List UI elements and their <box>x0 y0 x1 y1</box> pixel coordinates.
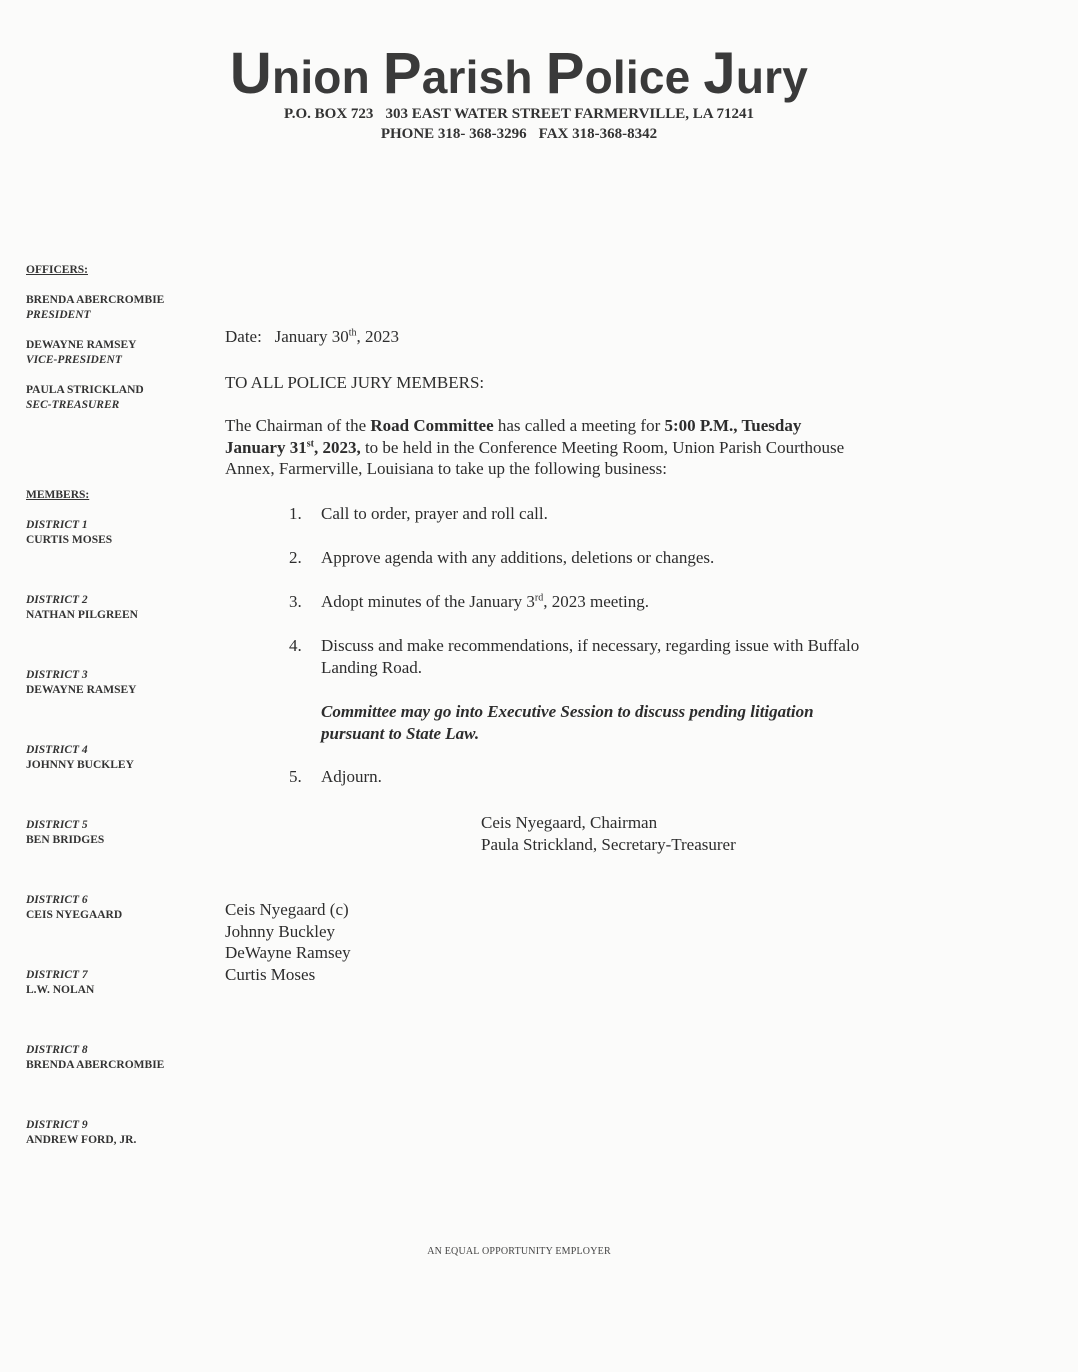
committee-list <box>225 899 351 985</box>
committee-member: Johnny Buckley <box>225 921 336 941</box>
officer-entry: PAULA STRICKLAND SEC-TREASURER <box>26 384 144 411</box>
committee-member: Ceis Nyegaard (c) <box>225 900 349 919</box>
footer-equal-opportunity: AN EQUAL OPPORTUNITY EMPLOYER <box>427 1246 611 1257</box>
member-entry: DISTRICT 6 CEIS NYEGAARD <box>26 894 123 921</box>
executive-session-note: Committee may go into Executive Session to discuss pending litigation pursuant to State Law. <box>321 702 814 743</box>
officer-entry: BRENDA ABERCROMBIE PRESIDENT <box>26 294 165 321</box>
members-header: MEMBERS: <box>26 489 90 501</box>
letter-date: Date: January 30th, 2023 <box>225 327 399 346</box>
committee-member: Curtis Moses <box>225 964 316 984</box>
letterhead-title: Union Parish Police Jury <box>229 41 809 106</box>
signature-block: Ceis Nyegaard, Chairman Paula Strickland, Secretary-Treasurer <box>481 813 736 854</box>
member-entry: DISTRICT 8 BRENDA ABERCROMBIE <box>26 1044 165 1071</box>
member-entry: DISTRICT 3 DEWAYNE RAMSEY <box>26 669 137 696</box>
member-entry: DISTRICT 2 NATHAN PILGREEN <box>26 594 138 621</box>
officer-entry: DEWAYNE RAMSEY VICE-PRESIDENT <box>26 339 137 366</box>
committee-member: DeWayne Ramsey <box>225 943 351 962</box>
letter-paragraph: The Chairman of the Road Committee has called a meeting for 5:00 P.M., Tuesday January 31st, 2023, to be held in the Conference Meeting Room, Union Parish Courthouse Annex, Farmerville, Louisiana to take up the following business: <box>225 416 845 478</box>
member-entry: DISTRICT 1 CURTIS MOSES <box>26 519 113 546</box>
officers-header: OFFICERS: <box>26 264 88 276</box>
letterhead-address: P.O. BOX 723 303 EAST WATER STREET FARMERVILLE, LA 71241 <box>283 106 755 122</box>
member-entry: DISTRICT 4 JOHNNY BUCKLEY <box>26 744 134 771</box>
member-entry: DISTRICT 9 ANDREW FORD, JR. <box>26 1119 137 1146</box>
member-entry: DISTRICT 7 L.W. NOLAN <box>26 969 95 996</box>
member-entry: DISTRICT 5 BEN BRIDGES <box>26 819 105 846</box>
letterhead-phone-fax: PHONE 318- 368-3296 FAX 318-368-8342 <box>380 126 658 142</box>
letter-salutation: TO ALL POLICE JURY MEMBERS: <box>225 373 485 392</box>
